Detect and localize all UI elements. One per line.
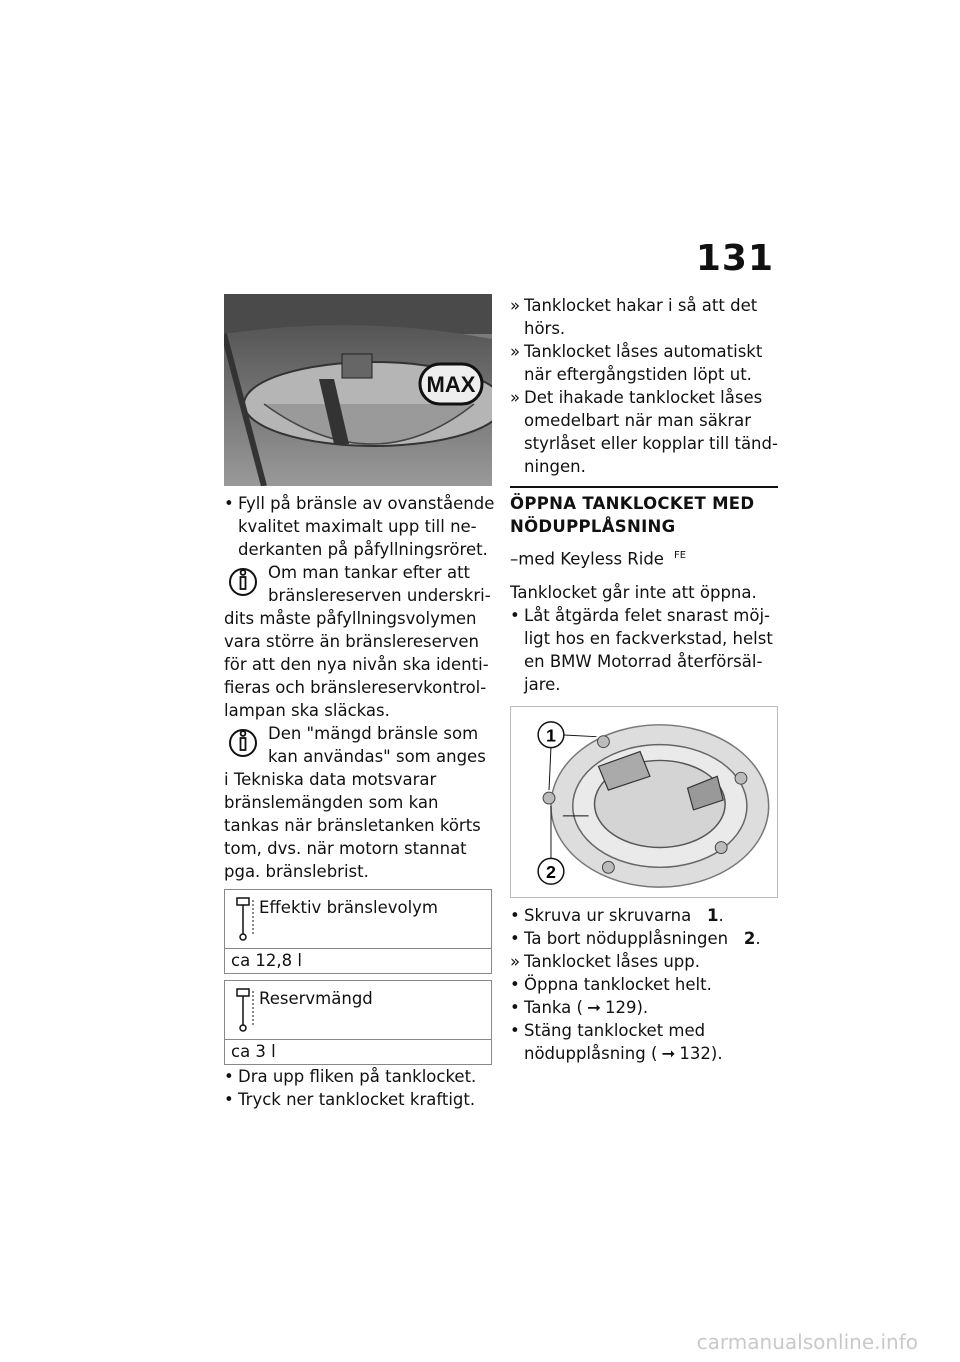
step-text: nödupplåsning ( bbox=[524, 1043, 658, 1063]
step-end: . bbox=[718, 905, 724, 925]
bullet-fill: • Fyll på bränsle av ovanstående bbox=[224, 492, 492, 515]
text-line: tankas när bränsletanken körts bbox=[224, 816, 481, 835]
info-icon bbox=[226, 724, 260, 758]
text-line: dits måste påfyllningsvolymen bbox=[224, 609, 477, 628]
step-close-cap: • Stäng tanklocket med bbox=[510, 1019, 778, 1042]
text-line: ligt hos en fackverkstad, helst bbox=[524, 628, 773, 648]
text-line: derkanten på påfyllningsröret. bbox=[238, 540, 488, 559]
bullet-pull-tab: • Dra upp fliken på tanklocket. bbox=[224, 1065, 492, 1088]
step-ref-num: 2 bbox=[743, 928, 756, 948]
callout-1: 1 bbox=[546, 725, 556, 746]
step-text: Tanka ( bbox=[524, 997, 583, 1017]
spec-label: Effektiv bränslevolym bbox=[259, 898, 439, 917]
fuel-pump-icon bbox=[235, 987, 255, 1033]
text-line: bränslereserven underskri- bbox=[268, 586, 491, 605]
fuel-filler-photo bbox=[224, 294, 492, 486]
condition-sup: FE bbox=[673, 550, 687, 561]
step-open-cap: • Öppna tanklocket helt. bbox=[510, 973, 778, 996]
text-line: i Tekniska data motsvarar bbox=[224, 770, 437, 789]
right-column bbox=[510, 294, 778, 1065]
text-line: Den "mängd bränsle som bbox=[268, 724, 479, 743]
bullet-press-cap: • Tryck ner tanklocket kraftigt. bbox=[224, 1088, 492, 1111]
bullet-workshop: • Låt åtgärda felet snarast möj- bbox=[510, 604, 778, 627]
info-icon bbox=[226, 563, 260, 597]
page-number: 131 bbox=[695, 238, 774, 279]
text-line: ningen. bbox=[524, 457, 586, 476]
problem-line: Tanklocket går inte att öppna. bbox=[510, 582, 757, 602]
fuel-pump-icon bbox=[235, 896, 255, 942]
heading-line: NÖDUPPLÅSNING bbox=[510, 517, 676, 536]
page-ref-arrow-icon[interactable]: ➞ bbox=[587, 997, 601, 1017]
text-line: vara större än bränslereserven bbox=[224, 632, 479, 651]
callout-2: 2 bbox=[546, 861, 556, 882]
text-line: kvalitet maximalt upp till ne- bbox=[238, 517, 477, 536]
page-ref-arrow-icon[interactable]: ➞ bbox=[661, 1043, 676, 1063]
step-end: . bbox=[755, 928, 761, 948]
spec-label: Reservmängd bbox=[259, 989, 373, 1008]
text-line: tom, dvs. när motorn stannat bbox=[224, 839, 467, 858]
result-line: » Tanklocket hakar i så att det bbox=[510, 294, 778, 317]
left-column bbox=[224, 294, 495, 1111]
section-heading bbox=[510, 486, 778, 538]
step-refuel bbox=[510, 996, 778, 1019]
text-line: lampan ska släckas. bbox=[224, 701, 390, 720]
condition-line bbox=[510, 544, 778, 571]
text-line: jare. bbox=[524, 674, 561, 694]
step-remove-emergency bbox=[510, 927, 778, 950]
text-line: när eftergångstiden löpt ut. bbox=[524, 365, 752, 384]
watermark: carmanualsonline.info bbox=[696, 1330, 918, 1354]
step-ref-num: 1 bbox=[706, 905, 719, 925]
text-line: för att den nya nivån ska identi- bbox=[224, 655, 489, 674]
result-line: » Det ihakade tanklocket låses bbox=[510, 386, 778, 409]
step-text: Skruva ur skruvarna bbox=[524, 905, 692, 925]
page-ref-link[interactable]: 132). bbox=[679, 1043, 723, 1063]
text-line: en BMW Motorrad återförsäl- bbox=[524, 651, 763, 671]
text-line: omedelbart när man säkrar bbox=[524, 411, 752, 430]
spec-reserve bbox=[224, 980, 492, 1065]
text-line: kan användas" som anges bbox=[268, 747, 486, 766]
step-remove-screws bbox=[510, 904, 778, 927]
text-line: bränslemängden som kan bbox=[224, 793, 439, 812]
text-line: styrlåset eller kopplar till tänd- bbox=[524, 434, 778, 453]
step-close-cap-cont bbox=[510, 1042, 778, 1065]
max-label: MAX bbox=[426, 372, 476, 397]
text-line: Om man tankar efter att bbox=[268, 563, 471, 582]
info-note-2 bbox=[224, 722, 492, 883]
spec-fuel-volume bbox=[224, 889, 492, 974]
spec-value: ca 12,8 l bbox=[231, 951, 302, 970]
info-note-1 bbox=[224, 561, 492, 722]
heading-line: ÖPPNA TANKLOCKET MED bbox=[510, 494, 755, 513]
condition-text: –med Keyless Ride bbox=[510, 549, 664, 569]
text-line: fieras och bränslereservkontrol- bbox=[224, 678, 487, 697]
page-ref-link[interactable]: 129). bbox=[604, 997, 649, 1017]
text-line: hörs. bbox=[524, 319, 566, 338]
result-line: » Tanklocket låses automatiskt bbox=[510, 340, 778, 363]
fuel-cap-diagram bbox=[510, 706, 778, 898]
text-line: pga. bränslebrist. bbox=[224, 862, 369, 881]
step-text: Ta bort nödupplåsningen bbox=[524, 928, 729, 948]
spec-value: ca 3 l bbox=[231, 1042, 276, 1061]
result-unlocked: » Tanklocket låses upp. bbox=[510, 950, 778, 973]
